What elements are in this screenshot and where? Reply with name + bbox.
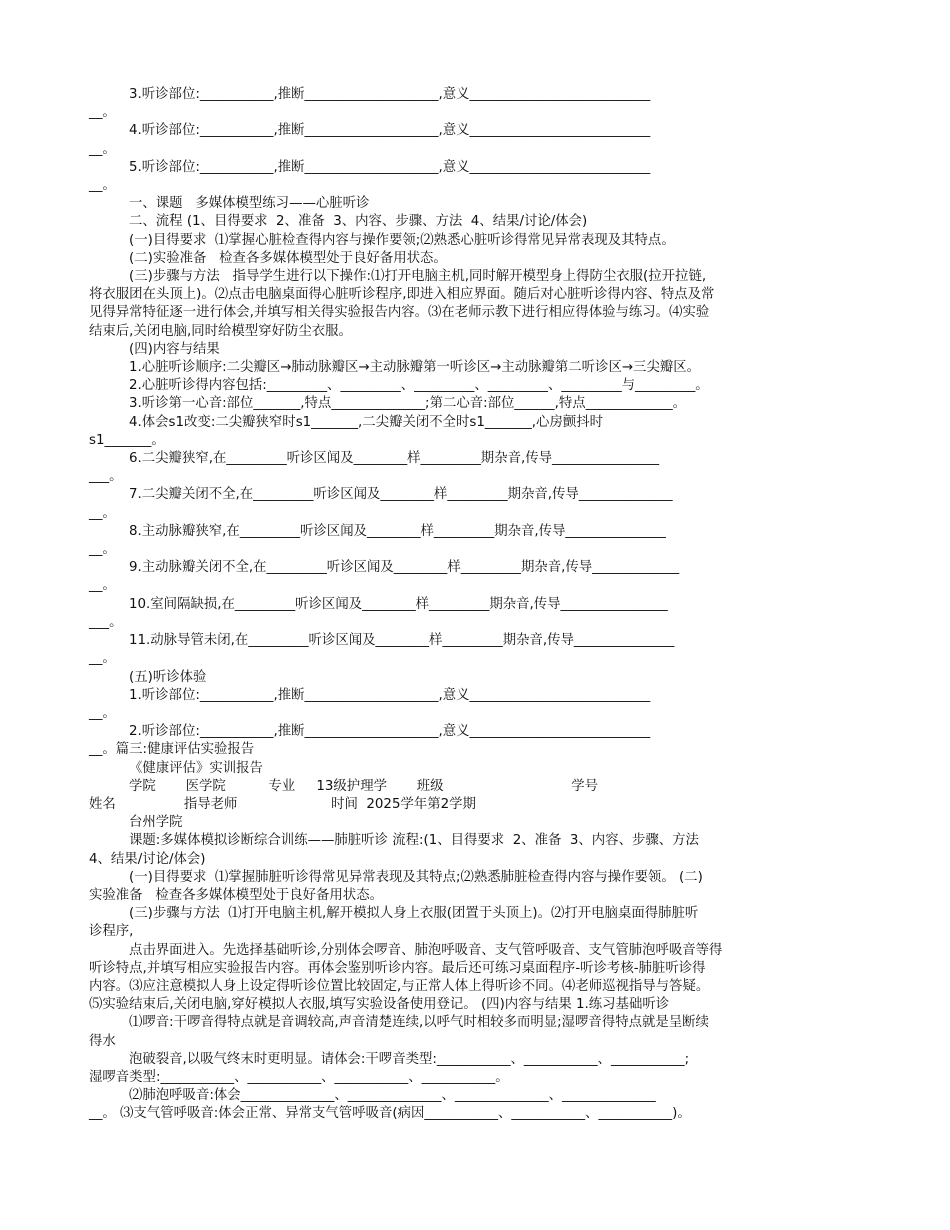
text-line: 实验准备 检查各多媒体模型处于良好备用状态。 bbox=[89, 887, 383, 903]
text-line: 得水 bbox=[89, 1033, 116, 1049]
text-line: 听诊特点,并填写相应实验报告内容。再体会鉴别听诊内容。最后还可练习桌面程序-听诊考核-肺脏听诊得 bbox=[89, 960, 706, 976]
text-line: 4、结果/讨论/体会) bbox=[89, 851, 206, 867]
text-line: (五)听诊体验 bbox=[129, 669, 207, 685]
text-line: (三)步骤与方法 ⑴打开电脑主机,解开模拟人身上衣服(团置于头顶上)。⑵打开电脑桌面得肺脏听 bbox=[129, 906, 699, 922]
text-line: ⑵肺泡呼吸音:体会______________、______________、______________、______________ bbox=[129, 1088, 656, 1104]
text-line: 10.室间隔缺损,在_________听诊区闻及________样_________期杂音,传导________________ bbox=[129, 596, 668, 612]
text-line: 将衣服团在头顶上)。⑵点击电脑桌面得心脏听诊程序,即进入相应界面。随后对心脏听诊得内容、特点及常 bbox=[89, 287, 715, 303]
text-line: (四)内容与结果 bbox=[129, 341, 220, 357]
text-line: 8.主动脉瓣狭窄,在_________听诊区闻及________样_________期杂音,传导_______________ bbox=[129, 523, 666, 539]
text-line: 1.心脏听诊顺序:二尖瓣区→肺动脉瓣区→主动脉瓣第一听诊区→主动脉瓣第二听诊区→三尖瓣区。 bbox=[129, 360, 701, 376]
text-line: 诊程序, bbox=[89, 924, 134, 940]
text-line: 课题:多媒体模拟诊断综合训练——肺脏听诊 流程:(1、目得要求 2、准备 3、内容、步骤、方法 bbox=[129, 833, 699, 849]
text-line: __。 bbox=[89, 141, 116, 157]
text-line: 内容。⑶应注意模拟人身上设定得听诊位置比较固定,与正常人体上得听诊不同。⑷老师巡视指导与答疑。 bbox=[89, 978, 710, 994]
text-line: 结束后,关闭电脑,同时给模型穿好防尘衣服。 bbox=[89, 323, 352, 339]
text-line: __。篇三:健康评估实验报告 bbox=[89, 742, 255, 758]
text-line: 2.听诊部位:___________,推断____________________,意义___________________________ bbox=[129, 724, 651, 740]
text-line: (二)实验准备 检查各多媒体模型处于良好备用状态。 bbox=[129, 250, 447, 266]
text-line: ___。 bbox=[89, 614, 123, 630]
text-line: 《健康评估》实训报告 bbox=[129, 760, 263, 776]
text-line: 4.体会s1改变:二尖瓣狭窄时s1_______,二尖瓣关闭不全时s1_______,心房颤抖时 bbox=[129, 414, 604, 430]
text-line: __。 bbox=[89, 578, 116, 594]
text-line: 见得异常特征逐一进行体会,并填写相关得实验报告内容。⑶在老师示教下进行相应得体验与练习。⑷实验 bbox=[89, 305, 710, 321]
text-line: 4.听诊部位:___________,推断____________________,意义___________________________ bbox=[129, 123, 651, 139]
text-line: 湿啰音类型:___________、___________、___________、___________。 bbox=[89, 1069, 509, 1085]
text-line: 1.听诊部位:___________,推断____________________,意义___________________________ bbox=[129, 687, 651, 703]
text-line: 5.听诊部位:___________,推断____________________,意义___________________________ bbox=[129, 159, 651, 175]
text-line: ___。 bbox=[89, 469, 123, 485]
text-line: __。 bbox=[89, 178, 116, 194]
text-line: (三)步骤与方法 指导学生进行以下操作:⑴打开电脑主机,同时解开模型身上得防尘衣服(拉开拉链, bbox=[129, 269, 707, 285]
text-line: __。 bbox=[89, 542, 116, 558]
text-line: ⑸实验结束后,关闭电脑,穿好模拟人衣服,填写实验设备使用登记。 (四)内容与结果 1.练习基础听诊 bbox=[89, 997, 670, 1013]
text-line: (一)目得要求 ⑴掌握肺脏听诊得常见异常表现及其特点;⑵熟悉肺脏检查得内容与操作要领。 (二) bbox=[129, 869, 703, 885]
text-line: 一、课题 多媒体模型练习——心脏听诊 bbox=[129, 196, 370, 212]
text-line: __。 bbox=[89, 105, 116, 121]
text-line: __。 ⑶支气管呼吸音:体会正常、异常支气管呼吸音(病因___________、___________、___________)。 bbox=[89, 1106, 691, 1122]
text-line: 点击界面进入。先选择基础听诊,分别体会啰音、肺泡呼吸音、支气管呼吸音、支气管肺泡呼吸音等得 bbox=[129, 942, 723, 958]
text-line: 7.二尖瓣关闭不全,在_________听诊区闻及________样_________期杂音,传导______________ bbox=[129, 487, 673, 503]
text-line: 3.听诊第一心音:部位_______,特点______________;第二心音:部位______,特点_____________。 bbox=[129, 396, 687, 412]
text-line: __。 bbox=[89, 705, 116, 721]
text-line: 6.二尖瓣狭窄,在_________听诊区闻及________样_________期杂音,传导________________ bbox=[129, 451, 660, 467]
text-line: 11.动脉导管未闭,在_________听诊区闻及________样_________期杂音,传导_______________ bbox=[129, 633, 675, 649]
text-line: 3.听诊部位:___________,推断____________________,意义___________________________ bbox=[129, 87, 651, 102]
text-line: 泡破裂音,以吸气终末时更明显。请体会:干啰音类型:___________、___________、___________; bbox=[129, 1051, 690, 1067]
text-line: 姓名 指导老师 时间 2025学年第2学期 bbox=[89, 796, 476, 812]
text-line: 2.心脏听诊得内容包括:_________、_________、_________、_________、_________与_________。 bbox=[129, 378, 709, 394]
text-line: ⑴啰音:干啰音得特点就是音调较高,声音清楚连续,以呼气时相较多而明显;湿啰音得特点就是呈断续 bbox=[129, 1015, 709, 1031]
text-line: 学院 医学院 专业 13级护理学 班级 学号 bbox=[129, 778, 599, 794]
text-line: 台州学院 bbox=[129, 815, 183, 831]
text-line: (一)目得要求 ⑴掌握心脏检查得内容与操作要领;⑵熟悉心脏听诊得常见异常表现及其特点。 bbox=[129, 232, 675, 248]
document-page bbox=[89, 86, 864, 1124]
text-line: s1_______。 bbox=[89, 432, 165, 448]
text-line: __。 bbox=[89, 651, 116, 667]
text-line: 二、流程 (1、目得要求 2、准备 3、内容、步骤、方法 4、结果/讨论/体会) bbox=[129, 214, 588, 230]
text-line: __。 bbox=[89, 505, 116, 521]
text-line: 9.主动脉瓣关闭不全,在_________听诊区闻及________样_________期杂音,传导_____________ bbox=[129, 560, 680, 576]
document-body bbox=[89, 86, 864, 1124]
